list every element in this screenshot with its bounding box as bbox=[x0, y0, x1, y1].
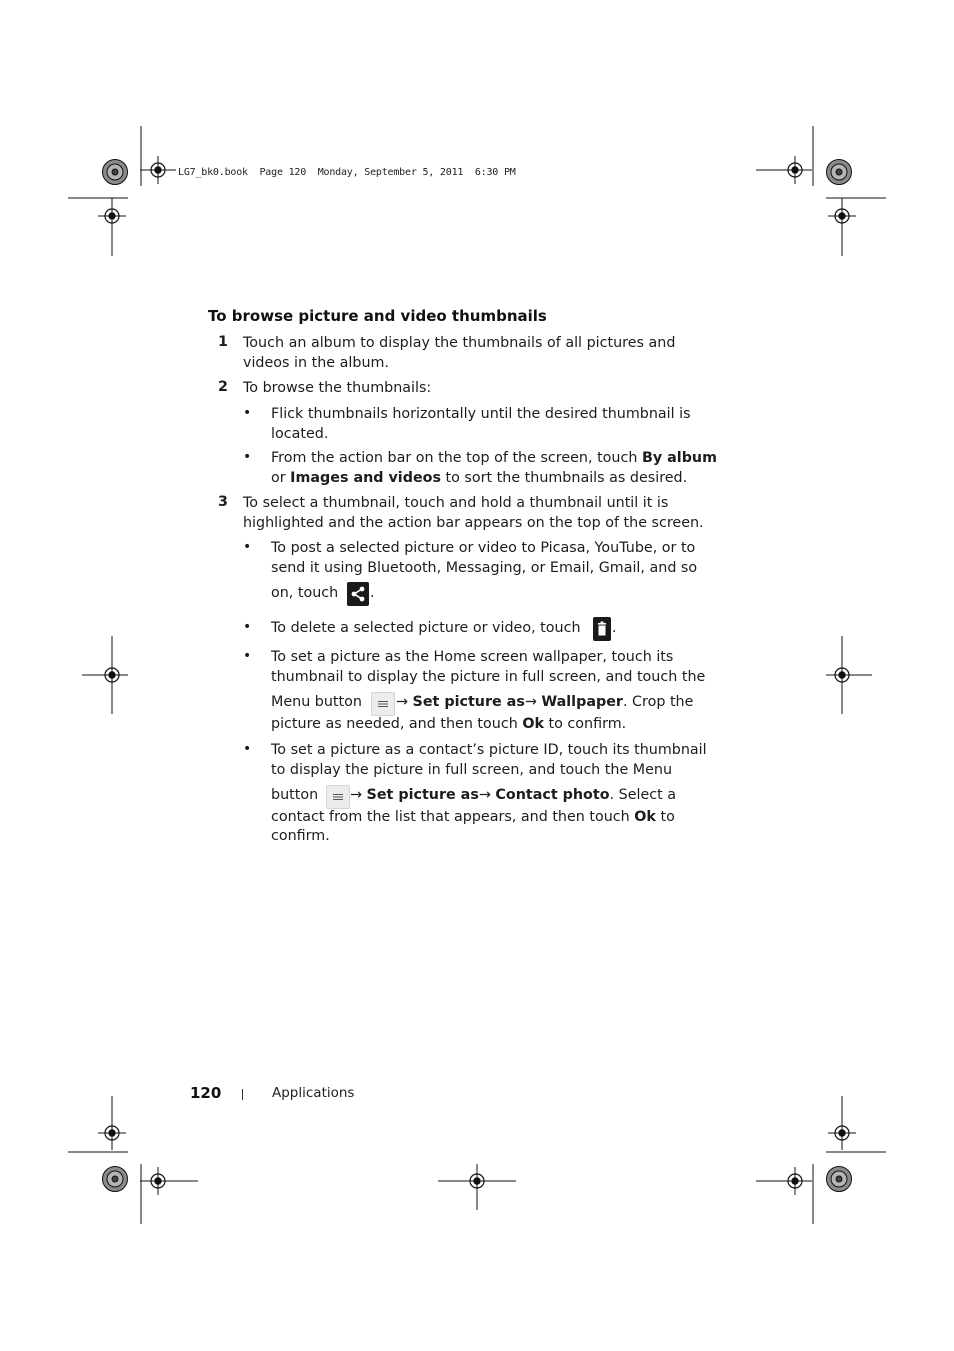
print-slug: LG7_bk0.book Page 120 Monday, September 5, 2011 6:30 PM bbox=[178, 167, 516, 178]
ok-label: Ok bbox=[634, 809, 656, 825]
text-run: picture as needed, and then touch bbox=[271, 716, 523, 732]
step-3-bullet-2: To delete a selected picture or video, touch bbox=[271, 620, 581, 636]
text-run: to bbox=[655, 809, 675, 825]
step-1-text: Touch an album to display the thumbnails of all pictures and videos in the album. bbox=[243, 335, 676, 371]
step-3-bullet-4-final: confirm. bbox=[271, 828, 330, 844]
step-2-text: To browse the thumbnails: bbox=[243, 380, 432, 396]
arrow: → bbox=[350, 787, 362, 803]
text-run: From the action bar on the top of the screen, touch bbox=[271, 450, 642, 466]
step-number-1: 1 bbox=[218, 334, 228, 350]
ok-label: Ok bbox=[522, 716, 544, 732]
text-run: to confirm. bbox=[543, 716, 627, 732]
period: . bbox=[370, 585, 375, 601]
text-run: . Crop the bbox=[622, 694, 694, 710]
by-album-label: By album bbox=[641, 450, 718, 466]
color-wheel-icon bbox=[103, 160, 128, 185]
section-heading: To browse picture and video thumbnails bbox=[208, 307, 547, 325]
color-wheel-icon bbox=[827, 160, 852, 185]
bullet-marker: • bbox=[243, 741, 252, 757]
menu-button-label: Menu button bbox=[271, 694, 362, 710]
set-picture-as-label: Set picture as bbox=[366, 787, 479, 803]
text-run: . Select a bbox=[609, 787, 677, 803]
set-picture-as-label: Set picture as bbox=[412, 694, 525, 710]
step-3-bullet-1: To post a selected picture or video to Picasa, YouTube, or to send it using Bluetooth, Messaging, or Email, Gmail, and so bbox=[271, 540, 698, 576]
text-run: or bbox=[271, 469, 291, 486]
step-3-bullet-4: To set a picture as a contact’s picture ID, touch its thumbnail to display the picture in full screen, and touch the Menu bbox=[271, 742, 707, 778]
arrow: → bbox=[478, 787, 491, 803]
bullet-marker: • bbox=[243, 619, 252, 635]
period: . bbox=[612, 620, 617, 636]
bullet-marker: • bbox=[243, 648, 252, 664]
step-2-bullet-1: Flick thumbnails horizontally until the desired thumbnail is located. bbox=[271, 406, 691, 442]
step-3-bullet-3: To set a picture as the Home screen wallpaper, touch its thumbnail to display the picture in full screen, and touch the bbox=[271, 649, 706, 685]
arrow: → bbox=[524, 694, 537, 710]
color-wheel-icon bbox=[103, 1167, 128, 1192]
button-label: button bbox=[271, 787, 319, 803]
bullet-marker: • bbox=[243, 539, 252, 555]
color-wheel-icon bbox=[827, 1167, 852, 1192]
contact-photo-label: Contact photo bbox=[495, 787, 610, 803]
bullet-marker: • bbox=[243, 449, 252, 465]
section-label: Applications bbox=[272, 1085, 355, 1101]
images-and-videos-label: Images and videos bbox=[290, 469, 441, 486]
text-run: contact from the list that appears, and then touch bbox=[271, 809, 635, 825]
step-number-3: 3 bbox=[218, 494, 228, 510]
bullet-marker: • bbox=[243, 405, 252, 421]
step-number-2: 2 bbox=[218, 379, 228, 395]
page-number: 120 bbox=[190, 1084, 222, 1102]
arrow: → bbox=[396, 694, 408, 710]
step-3-text: To select a thumbnail, touch and hold a thumbnail until it is highlighted and the action bar appears on the top of the screen. bbox=[243, 495, 704, 531]
text-run: on, touch bbox=[271, 585, 339, 601]
wallpaper-label: Wallpaper bbox=[541, 694, 623, 710]
text-run: to sort the thumbnails as desired. bbox=[440, 469, 688, 486]
